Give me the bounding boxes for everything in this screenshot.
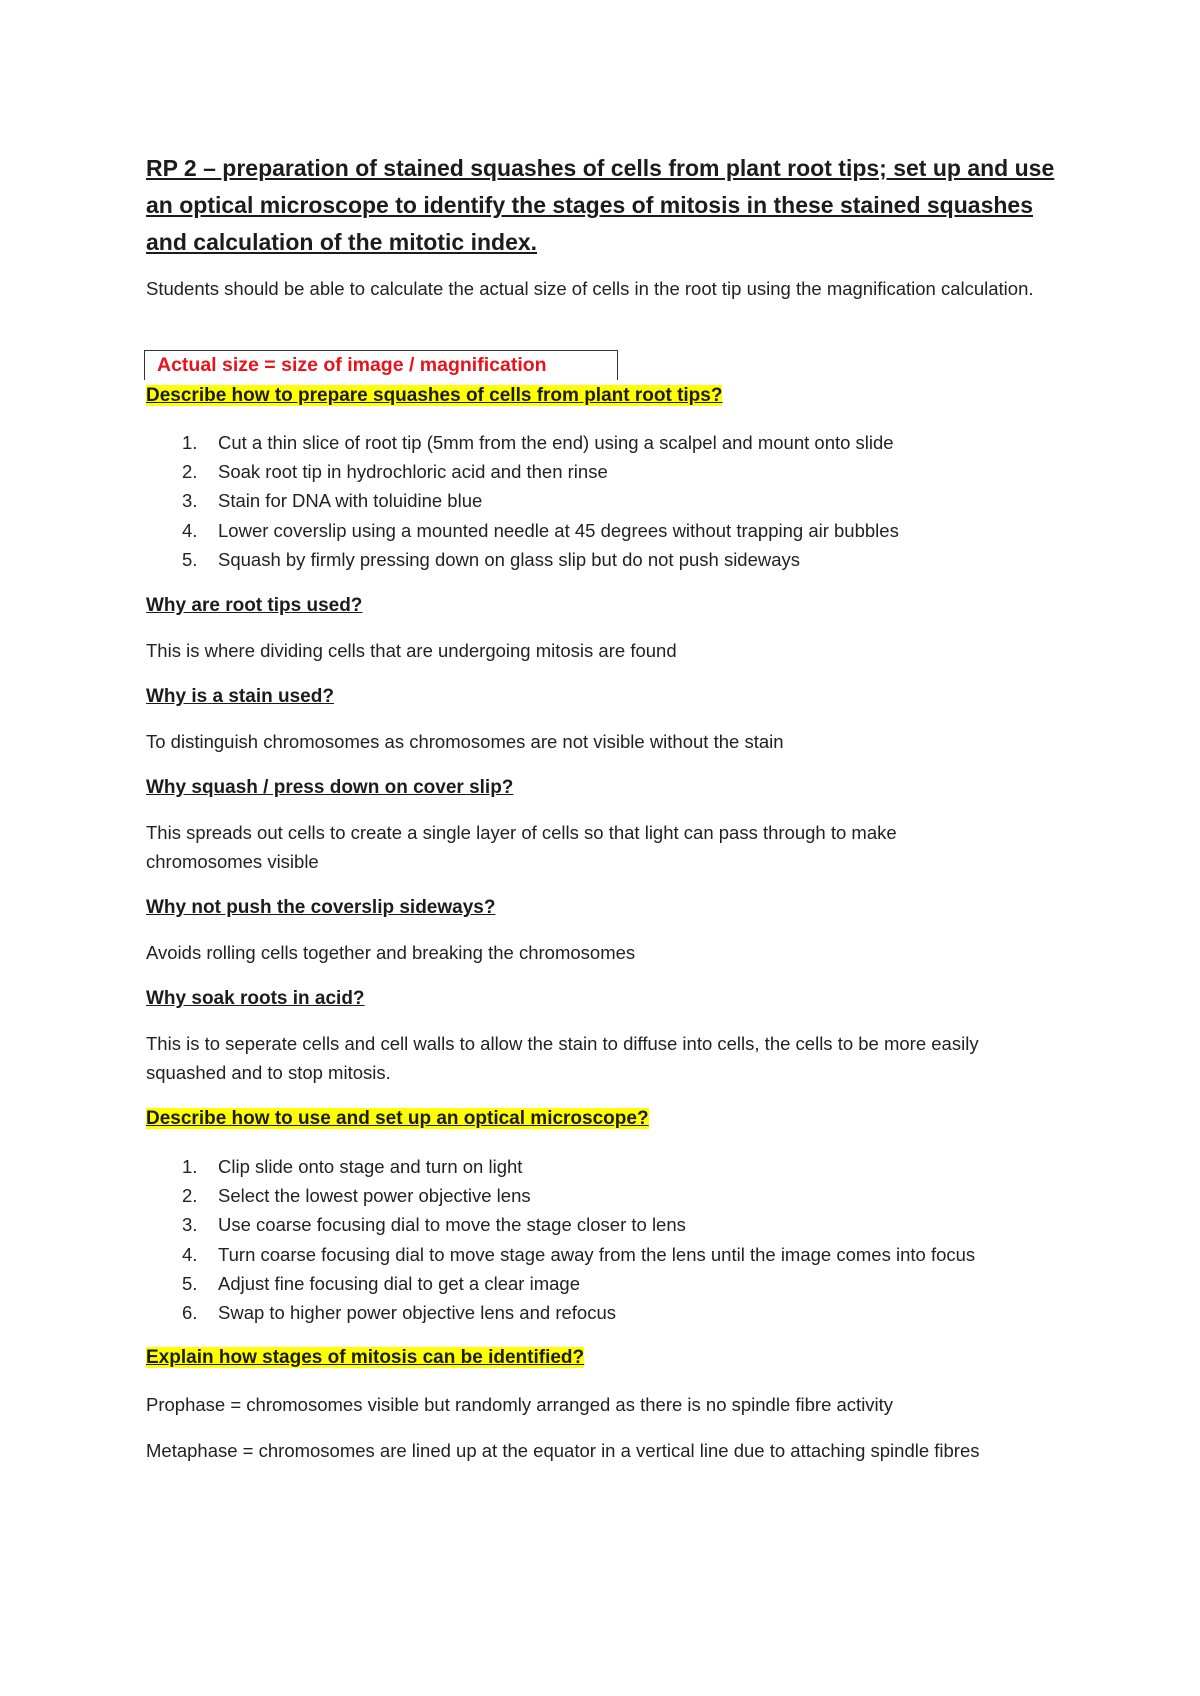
list-text: Cut a thin slice of root tip (5mm from the end) using a scalpel and mount onto slide (218, 432, 894, 453)
metaphase-text: Metaphase = chromosomes are lined up at the equator in a vertical line due to attaching spindle fibres (146, 1440, 980, 1461)
answer-text: This spreads out cells to create a single layer of cells so that light can pass through to make chromosomes visible (146, 822, 897, 872)
prepare-steps-list (146, 428, 899, 574)
list-number: 1. (182, 432, 198, 453)
answer-text: To distinguish chromosomes as chromosomes are not visible without the stain (146, 731, 784, 752)
question-heading: Why not push the coverslip sideways? (146, 897, 496, 918)
list-number: 3. (182, 490, 198, 512)
list-item (146, 457, 899, 486)
list-item (146, 516, 899, 545)
prepare-heading-text: Describe how to prepare squashes of cells from plant root tips? (146, 385, 723, 406)
page-title: RP 2 – preparation of stained squashes of cells from plant root tips; set up and use an optical microscope to identify the stages of mitosis in these stained squashes and calculation of the mitotic index. (146, 155, 1055, 255)
stages-heading-text: Explain how stages of mitosis can be identified? (146, 1347, 585, 1368)
list-text: Clip slide onto stage and turn on light (218, 1156, 523, 1177)
list-item (146, 1269, 975, 1298)
microscope-heading (146, 1106, 649, 1132)
question-heading: Why soak roots in acid? (146, 988, 365, 1009)
list-number: 5. (182, 1272, 198, 1294)
intro-text: Students should be able to calculate the actual size of cells in the root tip using the magnification calculation. (146, 278, 1034, 299)
list-item (146, 1240, 975, 1269)
list-text: Use coarse focusing dial to move the stage closer to lens (218, 1214, 686, 1236)
list-text: Adjust fine focusing dial to get a clear image (218, 1272, 580, 1294)
list-text: Soak root tip in hydrochloric acid and then rinse (218, 461, 608, 483)
list-item (146, 1152, 975, 1181)
microscope-heading-text: Describe how to use and set up an optical microscope? (146, 1108, 649, 1129)
list-number: 2. (182, 461, 198, 483)
question-heading: Why is a stain used? (146, 686, 334, 707)
list-item (146, 1298, 975, 1327)
prophase-text: Prophase = chromosomes visible but randomly arranged as there is no spindle fibre activity (146, 1394, 894, 1415)
prepare-heading (146, 383, 722, 409)
list-number: 1. (182, 1156, 198, 1177)
list-text: Turn coarse focusing dial to move stage away from the lens until the image comes into focus (218, 1243, 976, 1265)
list-item (146, 486, 899, 515)
list-number: 6. (182, 1302, 198, 1324)
list-text: Squash by firmly pressing down on glass slip but do not push sideways (218, 548, 801, 570)
list-number: 5. (182, 548, 198, 570)
list-text: Lower coverslip using a mounted needle at 45 degrees without trapping air bubbles (218, 519, 899, 541)
list-item (146, 1181, 975, 1210)
list-number: 2. (182, 1185, 198, 1207)
list-item (146, 428, 899, 457)
question-heading: Why are root tips used? (146, 595, 363, 616)
answer-text: This is where dividing cells that are undergoing mitosis are found (146, 640, 677, 661)
stages-heading (146, 1345, 584, 1371)
answer-text: Avoids rolling cells together and breaking the chromosomes (146, 942, 636, 963)
list-item (146, 1210, 975, 1239)
list-text: Swap to higher power objective lens and refocus (218, 1302, 616, 1324)
answer-text: This is to seperate cells and cell walls to allow the stain to diffuse into cells, the cells to be more easily squashed and to stop mitosis. (146, 1033, 979, 1083)
microscope-steps-list (146, 1152, 975, 1327)
list-number: 4. (182, 519, 198, 541)
list-item (146, 545, 899, 574)
list-text: Stain for DNA with toluidine blue (218, 490, 483, 512)
list-number: 4. (182, 1243, 198, 1265)
list-text: Select the lowest power objective lens (218, 1185, 531, 1207)
list-number: 3. (182, 1214, 198, 1236)
question-heading: Why squash / press down on cover slip? (146, 777, 514, 798)
formula-box: Actual size = size of image / magnification (144, 350, 618, 380)
